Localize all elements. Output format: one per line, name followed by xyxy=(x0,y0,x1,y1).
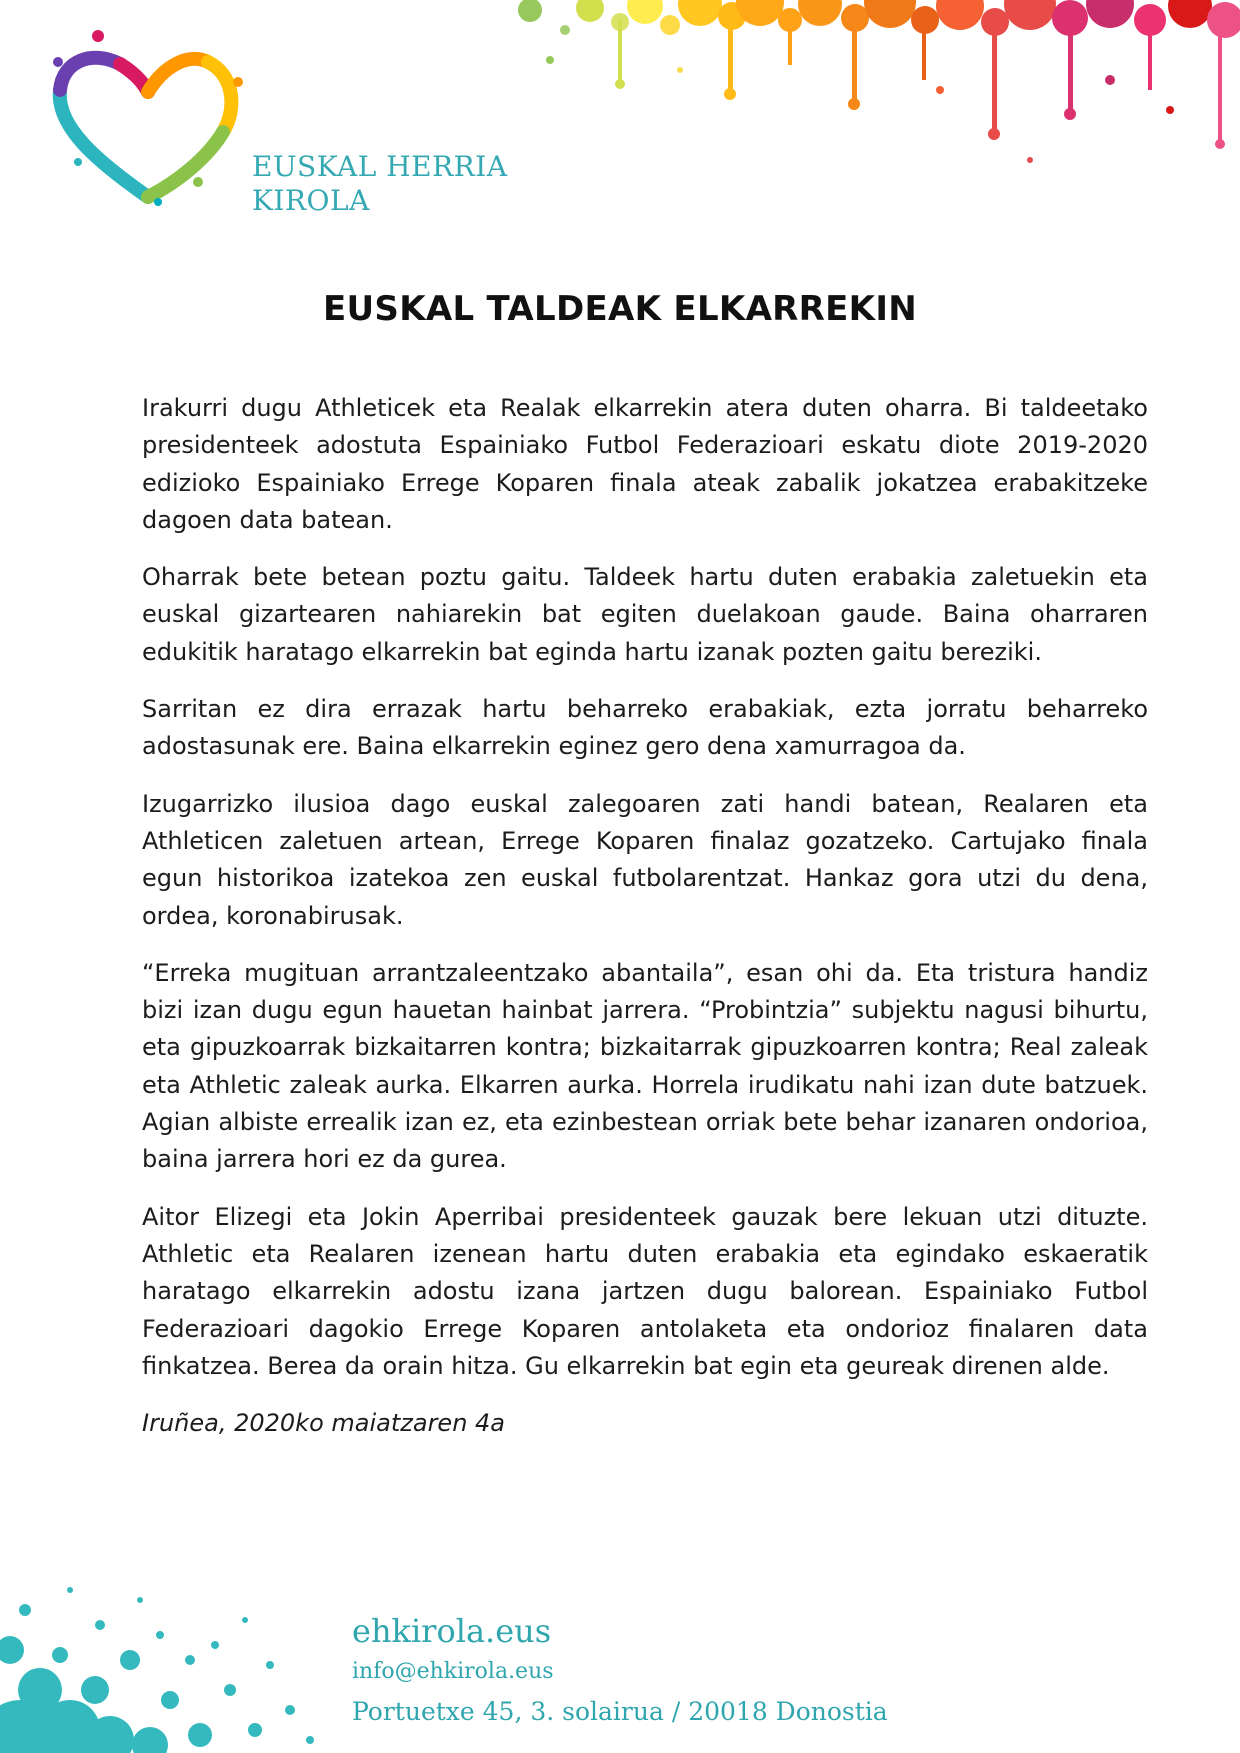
paint-splash-top-decoration xyxy=(470,0,1240,190)
paint-splash-bottom-decoration xyxy=(0,1540,330,1753)
document-body xyxy=(142,390,1148,1462)
paragraph: Sarritan ez dira errazak hartu beharreko erabakiak, ezta jorratu beharreko adostasunak ere. Baina elkarrekin eginez gero dena xamurragoa da. xyxy=(142,695,1148,761)
header-logo xyxy=(38,22,508,232)
footer-email-link[interactable]: info@ehkirola.eus xyxy=(352,1659,554,1684)
signoff-place-date: Iruñea, 2020ko maiatzaren 4a xyxy=(142,1409,506,1438)
document-title: EUSKAL TALDEAK ELKARREKIN xyxy=(322,288,918,329)
footer-website-link[interactable]: ehkirola.eus xyxy=(352,1612,552,1650)
paragraph: “Erreka mugituan arrantzaleentzako abantaila”, esan ohi da. Eta tristura handiz bizi izan dugu egun hauetan hainbat jarrera. “Probintzia” subjektu nagusi bihurtu, eta gipuzkoarrak bizkaitarren kontra; bizkaitarrak gipuzkoarren kontra; Real zaleak eta Athletic zaleak aurka. Elkarren aurka. Horrela irudikatu nahi izan dute batzuek. Agian albiste errealik izan ez, eta ezinbestean orriak bete behar izanaren ondorioa, baina jarrera hori ez da gurea. xyxy=(142,958,1148,1174)
heart-logo-icon xyxy=(38,22,258,212)
paragraph: Aitor Elizegi eta Jokin Aperribai presidenteek gauzak bere lekuan utzi dituzte. Athletic eta Realaren izenean hartu duten erabakia eta egindako eskaeratik haratago elkarrekin adostu izana jartzen dugu balorean. Espainiako Futbol Federazioari dagokio Errege Koparen antolaketa eta ondorioz finalaren data finkatzea. Berea da orain hitza. Gu elkarrekin bat egin eta geureak direnen alde. xyxy=(142,1202,1148,1380)
logo-line-1: EUSKAL HERRIA xyxy=(252,150,508,183)
footer-address: Portuetxe 45, 3. solairua / 20018 Donostia xyxy=(352,1697,888,1726)
footer-contact xyxy=(352,1610,888,1732)
logo-line-2: KIROLA xyxy=(252,184,370,217)
paragraph: Izugarrizko ilusioa dago euskal zalegoaren zati handi batean, Realaren eta Athleticen zaletuen artean, Errege Koparen finalaz gozatzeko. Cartujako finala egun historikoa izatekoa zen euskal futbolarentzat. Hankaz gora utzi du dena, ordea, koronabirusak. xyxy=(142,789,1148,930)
paragraph: Irakurri dugu Athleticek eta Realak elkarrekin atera duten oharra. Bi taldeetako presidenteek adostuta Espainiako Futbol Federazioari eskatu diote 2019-2020 edizioko Espainiako Errege Koparen finala ateak zabalik jokatzea erabakitzeke dagoen data batean. xyxy=(142,394,1148,534)
paragraph: Oharrak bete betean poztu gaitu. Taldeek hartu duten erabakia zaletuekin eta euskal gizartearen nahiarekin bat egiten duelakoan gaude. Baina oharraren edukitik haratago elkarrekin bat eginda hartu izanak pozten gaitu bereziki. xyxy=(142,563,1148,666)
logo-wordmark xyxy=(252,150,508,218)
